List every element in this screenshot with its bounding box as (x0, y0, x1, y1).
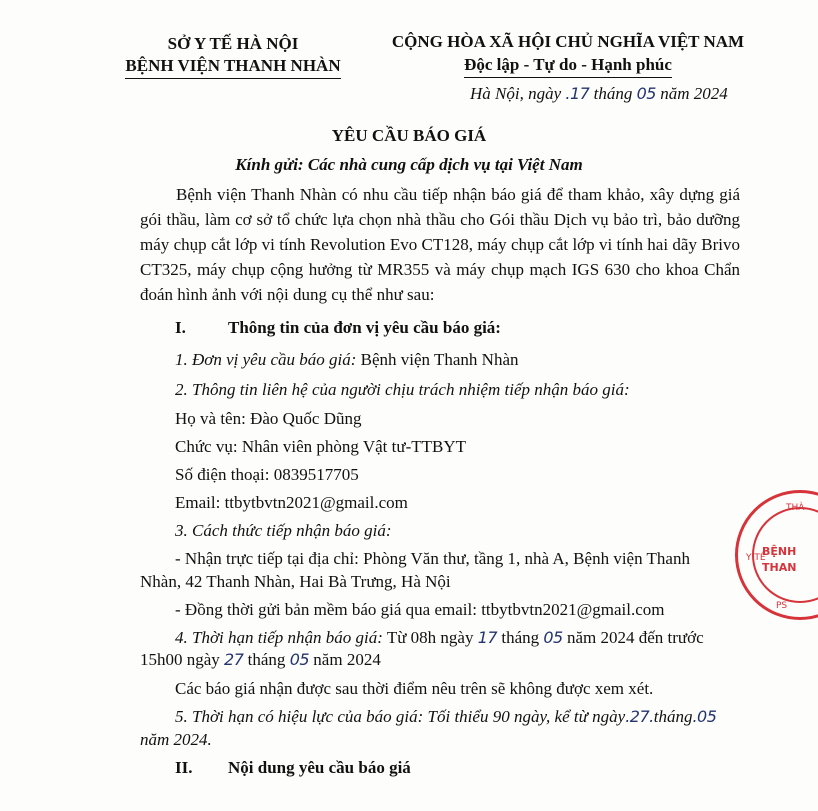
validity-line2: năm 2024. (140, 730, 212, 749)
recipient-line: Kính gửi: Các nhà cung cấp dịch vụ tại Việt Nam (235, 155, 583, 174)
date-mid: tháng (593, 84, 633, 103)
validity-line1 (175, 707, 716, 727)
hospital-name: BỆNH VIỆN THANH NHÀN (125, 55, 340, 79)
deadline-text-b: tháng (497, 628, 544, 647)
seal-text-bottom: PS (776, 601, 788, 611)
national-motto: Độc lập - Tự do - Hạnh phúc (464, 53, 672, 78)
seal-text-line1: BỆNH (762, 545, 797, 558)
intro-text: Bệnh viện Thanh Nhàn có nhu cầu tiếp nhận báo giá để tham khảo, xây dựng giá gói thầu, làm cơ sở tổ chức lựa chọn nhà thầu cho Gói thầu Dịch vụ bảo trì, bảo dưỡng máy chụp cắt lớp vi tính Revolution Evo CT128, máy chụp cắt lớp vi tính hai dãy Brivo CT325, máy chụp cộng hưởng từ MR355 và máy chụp mạch IGS 630 cho khoa Chẩn đoán hình ảnh với nội dung cụ thể như sau: (140, 185, 740, 304)
section-2-number: II. (175, 758, 193, 777)
section-1-heading (175, 318, 501, 338)
validity-day-handwritten: .27. (625, 707, 654, 726)
item-1-value: Bệnh viện Thanh Nhàn (360, 350, 519, 369)
date-prefix: Hà Nội, ngày (470, 84, 562, 103)
section-1-number: I. (175, 318, 186, 337)
validity-month-handwritten: .05 (692, 707, 717, 726)
section-2-title: Nội dung yêu cầu báo giá (228, 758, 411, 777)
hospital-seal (735, 490, 818, 620)
date-month-handwritten: 05 (636, 84, 656, 103)
section-2-heading (175, 758, 411, 778)
deadline-text-e: tháng (243, 650, 290, 669)
validity-mid: tháng (653, 707, 693, 726)
seal-text-top: THÀ (786, 503, 805, 513)
contact-phone: Số điện thoại: 0839517705 (175, 465, 359, 484)
item-2-label: 2. Thông tin liên hệ của người chịu trách nhiệm tiếp nhận báo giá: (175, 380, 630, 399)
seal-text-left: Y TẾ (746, 553, 766, 563)
deadline-day1-handwritten: 17 (477, 628, 498, 647)
document-title: YÊU CẦU BÁO GIÁ (331, 126, 487, 145)
contact-email: Email: ttbytbvtn2021@gmail.com (175, 493, 408, 512)
national-header (368, 30, 768, 78)
seal-text-line2: THAN (762, 561, 797, 574)
deadline-month2-handwritten: 05 (289, 650, 310, 669)
item-3-label: 3. Cách thức tiếp nhận báo giá: (175, 521, 392, 540)
contact-name: Họ và tên: Đào Quốc Dũng (175, 409, 362, 428)
validity-label: 5. Thời hạn có hiệu lực của báo giá: Tối thiểu 90 ngày, kể từ ngày (175, 707, 626, 726)
deadline-label: 4. Thời hạn tiếp nhận báo giá: (175, 628, 383, 647)
document-date (470, 84, 728, 104)
item-1-label: 1. Đơn vị yêu cầu báo giá: (175, 350, 357, 369)
intro-paragraph (140, 182, 740, 307)
date-day-handwritten: .17 (565, 84, 590, 103)
deadline-text-c: năm 2024 đến trước (562, 628, 704, 647)
item-1 (175, 350, 519, 370)
contact-position: Chức vụ: Nhân viên phòng Vật tư-TTBYT (175, 437, 467, 456)
country-name: CỘNG HÒA XÃ HỘI CHỦ NGHĨA VIỆT NAM (391, 32, 745, 51)
receive-email: - Đồng thời gửi bản mềm báo giá qua email: ttbytbvtn2021@gmail.com (175, 600, 665, 619)
receive-direct-line2: Nhàn, 42 Thanh Nhàn, Hai Bà Trưng, Hà Nội (140, 572, 451, 591)
ministry-name: SỞ Y TẾ HÀ NỘI (167, 34, 299, 53)
deadline-month1-handwritten: 05 (543, 628, 563, 647)
receive-direct-line1: - Nhận trực tiếp tại địa chỉ: Phòng Văn thư, tầng 1, nhà A, Bệnh viện Thanh (175, 549, 690, 568)
date-suffix: năm 2024 (660, 84, 728, 103)
late-notice: Các báo giá nhận được sau thời điểm nêu trên sẽ không được xem xét. (175, 679, 654, 698)
section-1-title: Thông tin của đơn vị yêu cầu báo giá: (228, 318, 501, 337)
deadline-day2-handwritten: 27 (224, 650, 244, 669)
deadline-text-a: Từ 08h ngày (382, 628, 478, 647)
deadline-line2 (140, 650, 381, 670)
deadline-line1 (175, 628, 704, 648)
agency-header (108, 33, 358, 79)
deadline-text-d: 15h00 ngày (140, 650, 225, 669)
deadline-text-f: năm 2024 (309, 650, 381, 669)
